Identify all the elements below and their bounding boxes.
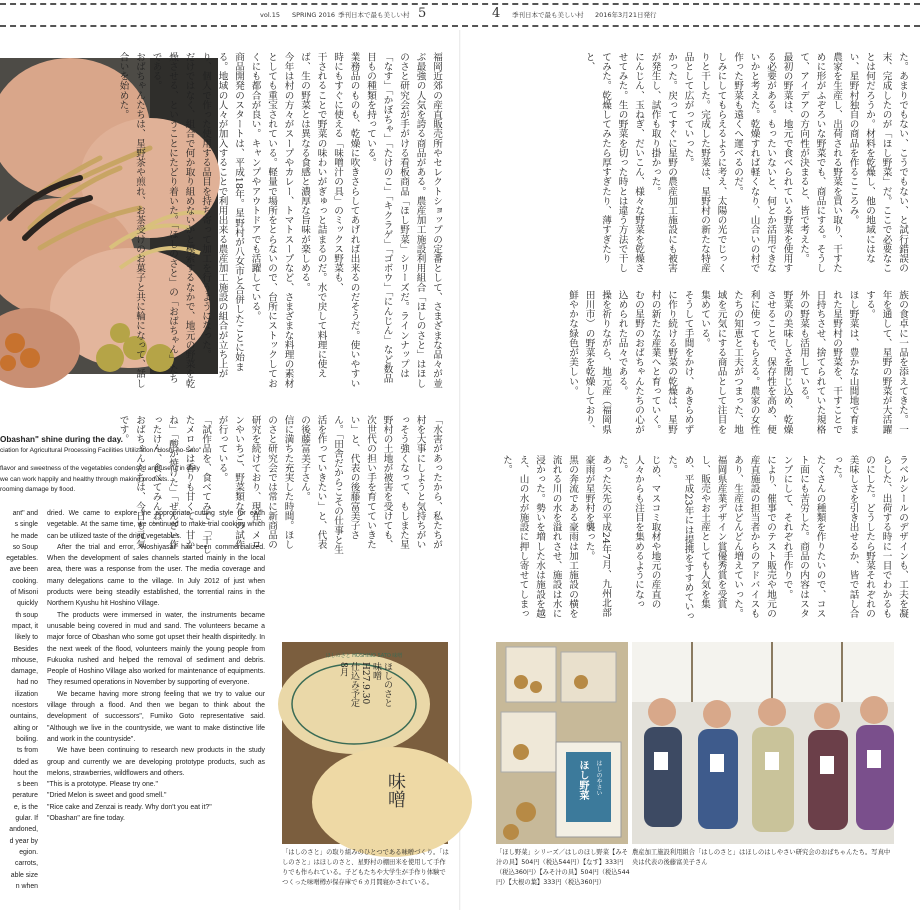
en-para: "Rice cake and Zenzai is ready. Why don't you eat it?" [47, 803, 212, 811]
line: egetables. [6, 555, 38, 563]
jp-para: た。あまりでもない、こうでもない、と試行錯誤の末、完成したのが「ほし野菜」だ。ここで必要なことは何だろうか。材料を乾燥し、他の地域にはない、星野村独自の商品を作るこころみ。 [847, 52, 908, 273]
line: n when [15, 882, 38, 890]
group-illustration [632, 642, 894, 844]
jp-para: じめ、マスコミ取材や地元の産直の人々からも注目を集めるようになった。 [616, 455, 661, 609]
line: ave been [9, 566, 38, 574]
jp-para: 今年は村の方々がスープやカレー、トマトスープなど、さまざまな料理の素材としても重宝されている。軽量で場所をとらないので、台所にストックしておくにも都合が良い。キャンプやアウトドアでも活躍している。 [249, 52, 294, 388]
header-season: SPRING 2016 [292, 11, 335, 19]
en-para: "Obashan" are fine today. [47, 815, 125, 823]
line: d year by [9, 837, 38, 845]
jp-para: 最初の野菜は、地元で食べられている野菜を使用する必要がある。もったいないと、何とか活用できないかと考えた。乾燥すれば軽くなり、山合いの村で作った野菜も遠くへ運べるのだ。 [732, 52, 793, 273]
photo-product-bags [496, 642, 628, 844]
jp-para: 干されることで野菜の味わいがぎゅっと詰まるのだ。水で戻して料理に使えば、生の野菜とは異なる食感と濃厚な旨味が楽しめる。 [299, 52, 327, 379]
jp-para: あった矢先の平成24年7月、九州北部豪雨が星野村を襲った。 [583, 455, 611, 618]
english-intro [0, 464, 260, 496]
en-para: After the trial and error, "Hoshiyasai" has been commercialized. When the development of sales channels started mainly in the local area, there was a response from the user. The media coverage and many delegations came to the village. In July 2012 of just when products were being steadily established, the torrential rains in the Northern Kyushu hit Hoshino Village. [47, 543, 265, 608]
line: th soup [15, 611, 38, 619]
line: quickly [16, 600, 38, 608]
lid1-label [337, 662, 392, 707]
header-dashed-rule [0, 25, 920, 27]
jp-para: 野菜の美味しさを閉じ込め、乾燥させることで、保存性を高め、便利に使ってもらえる。農家の女性たちの知恵と工夫がつまった、地域を元気にする商品として注目を集めている。 [699, 290, 793, 434]
line: gular. If [15, 815, 38, 823]
line: likely to [15, 634, 38, 642]
jp-para: 福岡県産業デザイン賞優秀賞を受賞し、販売やお土産としても人気を集め、平成23年には提携をすすめていった。 [666, 455, 727, 621]
top-dashed-rule [0, 3, 920, 5]
en-para: "This is a prototype. Please try one." [47, 781, 158, 789]
line: had no [16, 679, 38, 687]
intro-line: we can work happily and healthy through making products. [0, 475, 170, 483]
jp-para: 族の食卓に一品を添えてきた。一年を通して、星野の野菜が大活躍する。 [864, 290, 908, 434]
header-publication: 季刊日本で最も美しい村 [338, 11, 410, 19]
intro-line: flavor and sweetness of the vegetables condensed and useful in daily [0, 465, 200, 472]
caption-group: 農産加工施設利用組合「はしのさと」はほしのはしやさい研究会のおばちゃんたち。写真中央は代表の後藤富美子さん [632, 849, 891, 866]
photo-obashan-group [632, 642, 894, 844]
jp-para: おばちゃんたちは、星野茶や煎れ、お茶受けのお菓子と共に輪になって、話し合いを始めた。 [117, 52, 145, 388]
en-para: "Dried Melon is sweet and good smell." [47, 792, 167, 800]
english-headline: Obashan" shine during the day. [0, 435, 123, 444]
line: perature [12, 792, 38, 800]
jp-para: 「水害があったから、私たちが村を大事にしようと気持ちがいっそう強くなって、もしまた星野村の土地が被害を受けても、次世代の担い手を育てていきたい」と、代表の後藤富美子さん。「田舎だからこその仕事と生活を作っていきたい」と、代表の後藤富美子さん。 [299, 415, 442, 555]
lid1-line: ほしのさと [382, 662, 392, 707]
intro-line: rooming damage by flood. [0, 486, 76, 493]
caption-miso: 「はしのさと」の取り組みのひとつである味噌づくり。「はしのさと」はほしのさと、星野村の棚田米を使用して手作りでも作られている。子どもたちや大学生が手作り体験でつくった味噌樽が保存庫で６カ月間寝かされている。 [282, 849, 449, 886]
bag-label-name: ほし野菜 [577, 760, 588, 800]
english-subheadline: ciation for Agricultural Processing Facilities Utilization "Hoshi-no-Sato" [0, 447, 202, 454]
line: egion. [19, 848, 38, 856]
jp-para: おばちゃんたちは、今日も元気です。 [117, 415, 145, 550]
bag-label-sub: はしのやさい [595, 760, 602, 796]
line: s been [17, 781, 38, 789]
jp-article-middle-left-page [470, 290, 910, 435]
jp-para: しみにしてもらえるように考え、太陽の光でじっくりと干した。完成した野菜は、星野村の新たな特産品として広がっていった。 [682, 52, 727, 273]
lid1-line: H27.9.30 [360, 662, 370, 705]
line: dded as [13, 758, 38, 766]
jp-para: 信に満ちた充実した時間。ほしのさと研究会では常に新商品の研究を続けており、現在、メロンやいちご、野菜類などの試作が行っている。 [216, 415, 294, 550]
jp-para: 「試作品を、食べてみて」「干したメロンは香りも甘くて、甘かね」「酸が焼けた」「ぜんざい作ったけん、食べてみんね」 [150, 415, 211, 555]
jp-para: 福岡近郊の産直販売所やセレクトショップの定番として、さまざまな品々が並ぶ最強の人気を誇る商品がある。農産加工施設利用組合「ほしのさと」はほしのさと研究会が手がける看板商品「ほし野菜」シリーズだ。ラインナップは「なす」「かぼちゃ」「たけのこ」「キクラゲ」「ゴボウ」「にんじん」など数品目もの種類を持っている。 [365, 52, 442, 388]
jp-para: 操を祈りながら、地元産（福岡県田川市）の野菜を乾燥しており、鮮やかな緑色が美しい。 [567, 290, 611, 434]
line: boiling. [16, 735, 38, 743]
line: hout the [13, 769, 38, 777]
jp-article-upper-right [117, 52, 444, 390]
line: andoned, [9, 826, 38, 834]
jp-para: 農家を生産し、出荷される野菜を買い取り、干すために形がふぞろいな野菜でも、商品にする。そうして、アイデアの方向性が決まると、皆で考えた。 [798, 52, 842, 273]
jp-para: 商品開発のスタートは、平成18年。星野村が八女市と合併したことに始まる。地域の人々が加入することで利用出来る農産加工施設の組合が立ち上がり、個人で作った使用する品目を持ち寄って加工を行うようになった。 [200, 52, 244, 379]
lid1-line: 味噌 [371, 662, 381, 680]
jp-para: により、催事でのテスト販売や地元の産直施設の担当者からのアドバイスもあり、生産はどんどん増えていった。 [732, 455, 776, 619]
line: ts from [16, 747, 38, 755]
line: able size [10, 871, 38, 879]
photo-miso-lids [282, 642, 448, 844]
jp-para: そうして手間をかけ、あきらめずに作り続ける野菜の乾燥は、星野村の新たな産業へと育っていく。 [649, 290, 694, 434]
lid1-ring-text: ほしのさと HOSHINO SATO 味噌 [325, 653, 403, 659]
jp-para: むの星野のおばちゃんたちの心が込められた品々である。 [616, 290, 644, 434]
header-date: 2016年3月21日発行 [595, 11, 657, 19]
jp-para: 業務品のものも、乾燥に吹きさらしてあげれば出来るのだそうだ。使いやすい時にもすぐに使える「味噌汁の具」のミックス野菜も、 [332, 52, 360, 388]
line: cooking. [12, 577, 38, 585]
line: mhouse, [11, 656, 38, 664]
caption-products: 「ほし野菜」シリーズ／はしのほし野菜【みそ汁の具】504円（税込544円）【なす】333円（税込360円）【みそ汁の具】504円（税込544円）【大根の葉】333円（税込360円） [496, 849, 630, 886]
english-left-column [0, 508, 38, 892]
en-para: We have been continuing to research new products in the study group and currently we are developing prototype products, such as melons, strawberries, wildflowers and others. [47, 747, 265, 777]
line: Besides [13, 645, 38, 653]
jp-para: ラベルシールのデザインも、工夫を凝らした、出荷する時に一目でわかるものにした。どうしたら野菜それぞれの美味しさを引き出せるか、皆で話し合った。 [831, 455, 908, 619]
jp-para: 黒の奔流である豪雨は加工施設の横を流れる川の水を溢れさせ、施設は水に浸かった。勢いを増した水は施設を越え、山の水が施設に押し寄せてしまった。 [501, 455, 578, 619]
line: damage, [11, 668, 38, 676]
line: e, is the [13, 803, 38, 811]
header-vol: vol.15 [260, 11, 280, 19]
jp-para: たくさんの種類を作りたいので、コスト面にも苦労した。商品の内容はスタンプにして、それぞれ手作りで。 [781, 455, 826, 619]
product-bags-illustration [496, 642, 628, 844]
en-para: dried. We came to explore the appropriate cutting style for each vegetable. At the same time, we continued to make trial cooking which can be utilized taste of the dried vegetables. [47, 510, 265, 540]
jp-para: ほし野菜は、豊かな山間地で育まれた星野村の野菜を、干すことで日持ちさせ、捨てられていた規格外の野菜も活用している。 [798, 290, 859, 434]
jp-article-lower-left-page [470, 455, 910, 625]
line: mpact, it [11, 622, 38, 630]
jp-para: かった。戻ってすぐに星野の農産加工施設にも被害が発生し、試作も取り掛かった。 [649, 52, 677, 273]
line: carrots, [15, 860, 38, 868]
line: of Misoni [10, 589, 38, 597]
jp-para: にんじん、玉ねぎ、だいこん、様々な野菜を乾燥させてみた。生の野菜を切った時とは違う方法で干してみた。乾燥してみたら厚すぎたり、薄すぎたりと、 [583, 52, 644, 273]
line: ant" and [12, 510, 38, 517]
en-para: We became having more strong feeling that we try to value our village through a flood. And then we began to think about the development of successors", Fumiko Goto representative said. "Although we live in the countryside, we want to make distinctive life and work in the countryside". [47, 690, 265, 743]
lid1-line: 8月 [338, 662, 348, 677]
header-publication-left: 季刊日本で最も美しい村 [512, 11, 584, 19]
line: ountains, [10, 713, 38, 721]
line: he made [11, 532, 38, 540]
line: alting or [13, 724, 38, 732]
jp-article-upper-left-page [470, 52, 910, 282]
page-number-4: 4 [492, 6, 501, 21]
lid2-label: 味噌 [385, 772, 406, 808]
line: ncestors [11, 702, 38, 710]
english-main-column [47, 508, 265, 824]
line: ilization [15, 690, 38, 698]
jp-para: だけではなく、組合で何か取り組めないかと模索するなかで、地元の野菜を乾燥させる、ということにたどり着いた。「ほしのさと」の「おばちゃん」たちである。 [150, 52, 195, 388]
line: so Soup [12, 543, 38, 551]
line: s single [14, 521, 38, 529]
en-para: The products were immersed in water, the instruments became unusable being covered in mud and sand. The volunteers became a major force of Obashan who some got upset their health dispiritedly. In the next week of the flood, volunteers mainly the young people from Fukuoka rushed and helped the removal of sediment and debris. People of Hoshino Village also worked for maintenance of equipments. They resumed operations in November by supporting of everyone. [47, 611, 265, 687]
lid1-line: 仕込み予定 [349, 662, 359, 707]
page-number-5: 5 [418, 6, 427, 21]
